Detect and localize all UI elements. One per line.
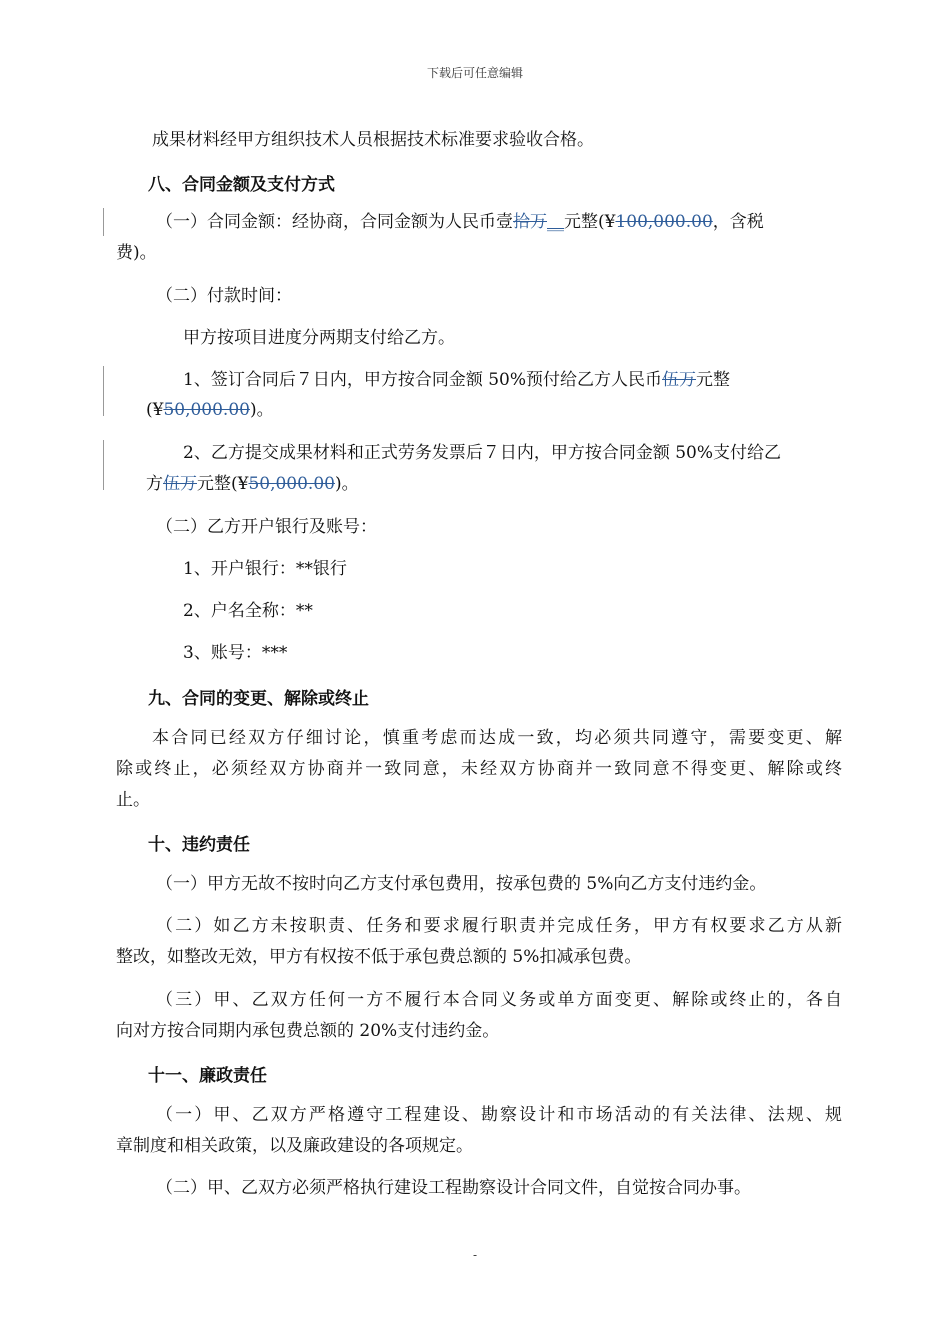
revised-text: 100,000.00 <box>615 212 713 232</box>
payment-1-line-1: 1、签订合同后７日内，甲方按合同金额 50%预付给乙方人民币伍万元整 <box>183 370 731 390</box>
paragraph-acceptance: 成果材料经甲方组织技术人员根据技术标准要求验收合格。 <box>152 130 594 150</box>
bank-name: 1、开户银行：**银行 <box>183 559 347 579</box>
payment-2-line-1: 2、乙方提交成果材料和正式劳务发票后７日内，甲方按合同金额 50%支付给乙 <box>183 443 782 463</box>
revised-text: 50,000.00 <box>248 474 335 494</box>
revision-bar <box>103 208 104 236</box>
contract-amount-line-2: 费)。 <box>116 243 157 263</box>
payment-time-label: （二）付款时间： <box>156 286 292 306</box>
section-9-title: 九、合同的变更、解除或终止 <box>148 689 369 709</box>
revised-text: 50,000.00 <box>163 400 250 420</box>
section-8-title: 八、合同金额及支付方式 <box>148 175 335 195</box>
section-11-item-1-line-1: （一）甲、乙双方严格遵守工程建设、勘察设计和市场活动的有关法律、法规、规 <box>156 1105 842 1125</box>
section-11-item-1-line-2: 章制度和相关政策，以及廉政建设的各项规定。 <box>116 1136 473 1156</box>
payment-1-line-2: (¥50,000.00)。 <box>146 400 274 420</box>
inserted-text: __ <box>547 212 564 232</box>
page-footer: - <box>472 1248 478 1262</box>
revision-bar <box>103 366 104 416</box>
payment-intro: 甲方按项目进度分两期支付给乙方。 <box>183 328 455 348</box>
revised-text: 拾万 <box>513 212 547 232</box>
section-11-title: 十一、廉政责任 <box>148 1066 267 1086</box>
revised-text: 伍万 <box>163 474 197 494</box>
contract-amount-line-1: （一）合同金额：经协商，合同金额为人民币壹拾万__元整(¥100,000.00，含税 <box>156 212 764 232</box>
section-11-item-2: （二）甲、乙双方必须严格执行建设工程勘察设计合同文件，自觉按合同办事。 <box>156 1178 751 1198</box>
bank-info-label: （二）乙方开户银行及账号： <box>156 517 377 537</box>
section-10-item-2-line-2: 整改，如整改无效，甲方有权按不低于承包费总额的 5%扣减承包费。 <box>116 947 642 967</box>
section-10-item-2-line-1: （二）如乙方未按职责、任务和要求履行职责并完成任务，甲方有权要求乙方从新 <box>156 916 842 936</box>
section-9-line-1: 本合同已经双方仔细讨论，慎重考虑而达成一致，均必须共同遵守，需要变更、解 <box>152 728 842 748</box>
section-10-item-1: （一）甲方无故不按时向乙方支付承包费用，按承包费的 5%向乙方支付违约金。 <box>156 874 767 894</box>
account-name: 2、户名全称：** <box>183 601 313 621</box>
revised-text: 伍万 <box>662 370 697 390</box>
payment-2-line-2: 方伍万元整(¥50,000.00)。 <box>146 474 359 494</box>
section-10-item-3-line-1: （三）甲、乙双方任何一方不履行本合同义务或单方面变更、解除或终止的，各自 <box>156 990 842 1010</box>
section-10-item-3-line-2: 向对方按合同期内承包费总额的 20%支付违约金。 <box>116 1021 500 1041</box>
revision-bar <box>103 440 104 490</box>
section-9-line-2: 除或终止，必须经双方协商并一致同意，未经双方协商并一致同意不得变更、解除或终 <box>116 759 842 779</box>
account-number: 3、账号：*** <box>183 643 288 663</box>
page-header: 下载后可任意编辑 <box>426 66 523 80</box>
section-10-title: 十、违约责任 <box>148 835 250 855</box>
section-9-line-3: 止。 <box>116 790 150 810</box>
